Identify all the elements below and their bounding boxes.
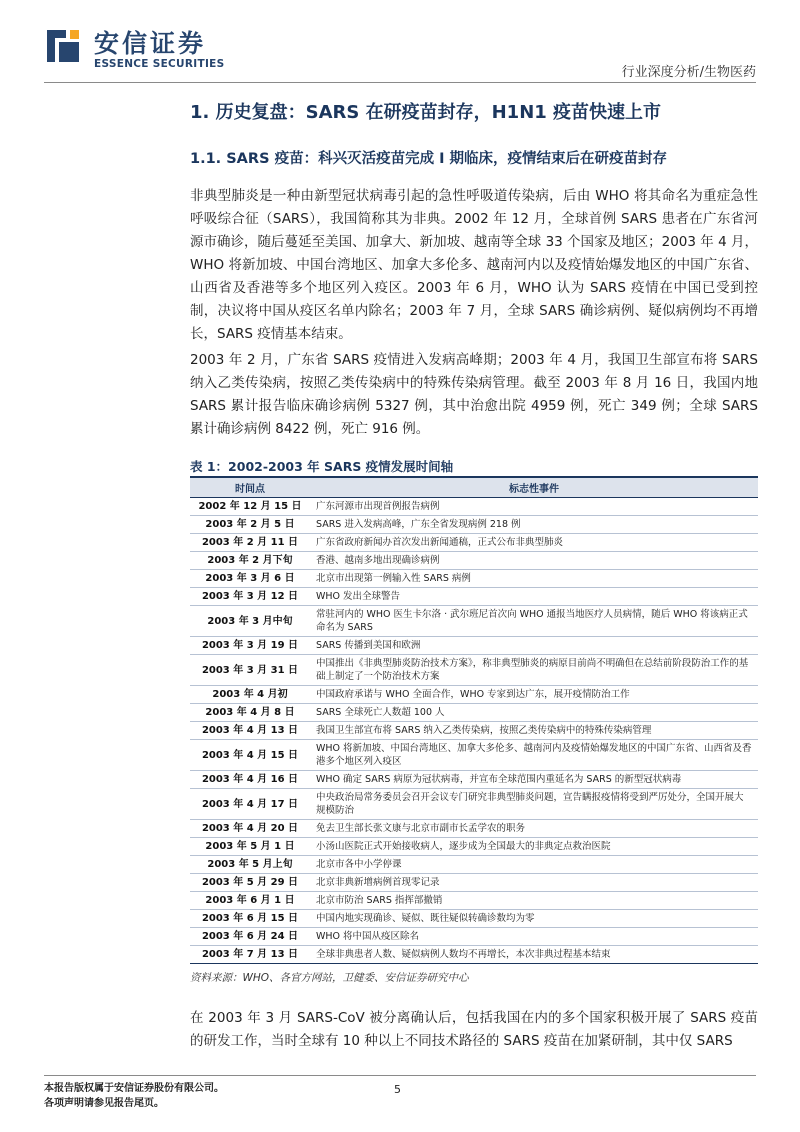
page-header xyxy=(0,0,800,86)
timeline-event: SARS 进入发病高峰，广东全省发现病例 218 例 xyxy=(310,516,758,534)
timeline-date: 2003 年 4 月 13 日 xyxy=(190,722,310,740)
table-caption: 表 1：2002-2003 年 SARS 疫情发展时间轴 xyxy=(190,459,454,474)
subsection-title: 1.1. SARS 疫苗：科兴灭活疫苗完成 I 期临床，疫情结束后在研疫苗封存 xyxy=(190,151,668,167)
paragraph-vaccine-development: 在 2003 年 3 月 SARS-CoV 被分离确认后，包括我国在内的多个国家积极开展了 SARS 疫苗的研发工作，当时全球有 10 种以上不同技术路径的 SARS 疫苗在加紧研制，其中仅 SARS xyxy=(190,1010,758,1049)
table-row xyxy=(190,606,758,637)
paragraph-sars-overview: 非典型肺炎是一种由新型冠状病毒引起的急性呼吸道传染病，后由 WHO 将其命名为重症急性呼吸综合征（SARS），我国简称其为非典。2002 年 12 月，全球首例 SARS 患者在广东省河源市确诊，随后蔓延至美国、加拿大、新加坡、越南等全球 33 个国家及地区；2003 年 4 月，WHO 将新加坡、中国台湾地区、加拿大多伦多、越南河内以及疫情始爆发地区的中国广东省、山西省及香港等多个地区列入疫区。2003 年 6 月，WHO 认为 SARS 疫情在中国已受到控制，决议将中国从疫区名单内除名；2003 年 7 月，全球 SARS 确诊病例、疑似病例均不再增长，SARS 疫情基本结束。 xyxy=(190,188,758,342)
footer-notice: 各项声明请参见报告尾页。 xyxy=(44,1098,164,1109)
timeline-event: 常驻河内的 WHO 医生卡尔洛 · 武尔班尼首次向 WHO 通报当地医疗人员病情，随后 WHO 将该病正式命名为 SARS xyxy=(310,606,758,637)
timeline-event: SARS 全球死亡人数超 100 人 xyxy=(310,704,758,722)
column-header-time: 时间点 xyxy=(190,477,310,498)
timeline-event: 中国内地实现确诊、疑似、既往疑似转确诊数均为零 xyxy=(310,910,758,928)
page-number: 5 xyxy=(394,1083,401,1096)
sars-timeline-table xyxy=(190,476,758,964)
paragraph-sars-china-stats: 2003 年 2 月，广东省 SARS 疫情进入发病高峰期；2003 年 4 月，我国卫生部宣布将 SARS 纳入乙类传染病，按照乙类传染病中的特殊传染病管理。截至 2003 年 8 月 16 日，我国内地 SARS 累计报告临床确诊病例 5327 例，其中治愈出院 4959 例，死亡 349 例；全球 SARS 累计确诊病例 8422 例，死亡 916 例。 xyxy=(190,352,758,437)
timeline-date: 2003 年 5 月上旬 xyxy=(190,856,310,874)
table-row xyxy=(190,928,758,946)
timeline-event: SARS 传播到美国和欧洲 xyxy=(310,637,758,655)
footer-disclaimer xyxy=(44,1081,224,1111)
table-row xyxy=(190,637,758,655)
table-row xyxy=(190,704,758,722)
timeline-date: 2003 年 6 月 24 日 xyxy=(190,928,310,946)
table-row xyxy=(190,498,758,516)
table-row xyxy=(190,874,758,892)
timeline-event: WHO 发出全球警告 xyxy=(310,588,758,606)
timeline-date: 2003 年 2 月 11 日 xyxy=(190,534,310,552)
timeline-date: 2003 年 5 月 29 日 xyxy=(190,874,310,892)
timeline-event: 中国政府承诺与 WHO 全面合作，WHO 专家到达广东，展开疫情防治工作 xyxy=(310,686,758,704)
timeline-event: 中央政治局常务委员会召开会议专门研究非典型肺炎问题，宣告瞒报疫情将受到严厉处分，全国开展大规模防治 xyxy=(310,789,758,820)
footer-copyright: 本报告版权属于安信证券股份有限公司。 xyxy=(44,1083,224,1094)
timeline-date: 2003 年 2 月下旬 xyxy=(190,552,310,570)
timeline-date: 2003 年 2 月 5 日 xyxy=(190,516,310,534)
timeline-event: 北京非典新增病例首现零记录 xyxy=(310,874,758,892)
timeline-date: 2003 年 5 月 1 日 xyxy=(190,838,310,856)
table-row xyxy=(190,740,758,771)
table-source: 资料来源：WHO、各官方网站，卫健委、安信证券研究中心 xyxy=(190,972,469,984)
timeline-date: 2003 年 4 月 16 日 xyxy=(190,771,310,789)
timeline-event: 北京市各中小学停课 xyxy=(310,856,758,874)
header-divider xyxy=(44,82,756,83)
table-row xyxy=(190,570,758,588)
table-body xyxy=(190,498,758,964)
timeline-date: 2003 年 4 月 15 日 xyxy=(190,740,310,771)
timeline-event: 北京市防治 SARS 指挥部撤销 xyxy=(310,892,758,910)
timeline-event: 我国卫生部宣布将 SARS 纳入乙类传染病，按照乙类传染病中的特殊传染病管理 xyxy=(310,722,758,740)
timeline-event: 北京市出现第一例输入性 SARS 病例 xyxy=(310,570,758,588)
section-title: 1. 历史复盘：SARS 在研疫苗封存，H1N1 疫苗快速上市 xyxy=(190,102,662,123)
logo-text-en: ESSENCE SECURITIES xyxy=(94,58,225,70)
timeline-date: 2003 年 6 月 15 日 xyxy=(190,910,310,928)
timeline-date: 2003 年 4 月初 xyxy=(190,686,310,704)
table-row xyxy=(190,910,758,928)
footer-divider xyxy=(44,1075,756,1076)
report-category: 行业深度分析/生物医药 xyxy=(621,65,756,80)
timeline-event: WHO 将新加坡、中国台湾地区、加拿大多伦多、越南河内及疫情始爆发地区的中国广东省、山西省及香港多个地区列入疫区 xyxy=(310,740,758,771)
table-row xyxy=(190,892,758,910)
timeline-event: 广东省政府新闻办首次发出新闻通稿，正式公布非典型肺炎 xyxy=(310,534,758,552)
table-row xyxy=(190,946,758,964)
table-row xyxy=(190,516,758,534)
timeline-date: 2003 年 4 月 17 日 xyxy=(190,789,310,820)
essence-logo-icon xyxy=(44,27,82,65)
table-row xyxy=(190,856,758,874)
timeline-date: 2003 年 3 月 12 日 xyxy=(190,588,310,606)
column-header-event: 标志性事件 xyxy=(310,477,758,498)
table-row xyxy=(190,771,758,789)
table-row xyxy=(190,655,758,686)
timeline-date: 2003 年 7 月 13 日 xyxy=(190,946,310,964)
table-header-row xyxy=(190,477,758,498)
table-row xyxy=(190,552,758,570)
table-row xyxy=(190,820,758,838)
timeline-event: 广东河源市出现首例报告病例 xyxy=(310,498,758,516)
table-row xyxy=(190,588,758,606)
timeline-event: WHO 将中国从疫区除名 xyxy=(310,928,758,946)
timeline-event: 中国推出《非典型肺炎防治技术方案》，称非典型肺炎的病原目前尚不明确但在总结前阶段防治工作的基础上制定了一个防治技术方案 xyxy=(310,655,758,686)
timeline-date: 2003 年 4 月 8 日 xyxy=(190,704,310,722)
timeline-date: 2003 年 4 月 20 日 xyxy=(190,820,310,838)
table-row xyxy=(190,789,758,820)
timeline-date: 2002 年 12 月 15 日 xyxy=(190,498,310,516)
timeline-event: 小汤山医院正式开始接收病人，逐步成为全国最大的非典定点救治医院 xyxy=(310,838,758,856)
timeline-date: 2003 年 6 月 1 日 xyxy=(190,892,310,910)
table-row xyxy=(190,722,758,740)
timeline-event: WHO 确定 SARS 病原为冠状病毒，并宣布全球范围内重延名为 SARS 的新型冠状病毒 xyxy=(310,771,758,789)
timeline-event: 香港、越南多地出现确诊病例 xyxy=(310,552,758,570)
timeline-date: 2003 年 3 月中旬 xyxy=(190,606,310,637)
timeline-date: 2003 年 3 月 19 日 xyxy=(190,637,310,655)
logo-text-cn: 安信证券 xyxy=(94,29,207,58)
timeline-date: 2003 年 3 月 6 日 xyxy=(190,570,310,588)
table-row xyxy=(190,534,758,552)
timeline-date: 2003 年 3 月 31 日 xyxy=(190,655,310,686)
timeline-event: 全球非典患者人数、疑似病例人数均不再增长，本次非典过程基本结束 xyxy=(310,946,758,964)
table-row xyxy=(190,838,758,856)
table-row xyxy=(190,686,758,704)
timeline-event: 免去卫生部长张文康与北京市副市长孟学农的职务 xyxy=(310,820,758,838)
